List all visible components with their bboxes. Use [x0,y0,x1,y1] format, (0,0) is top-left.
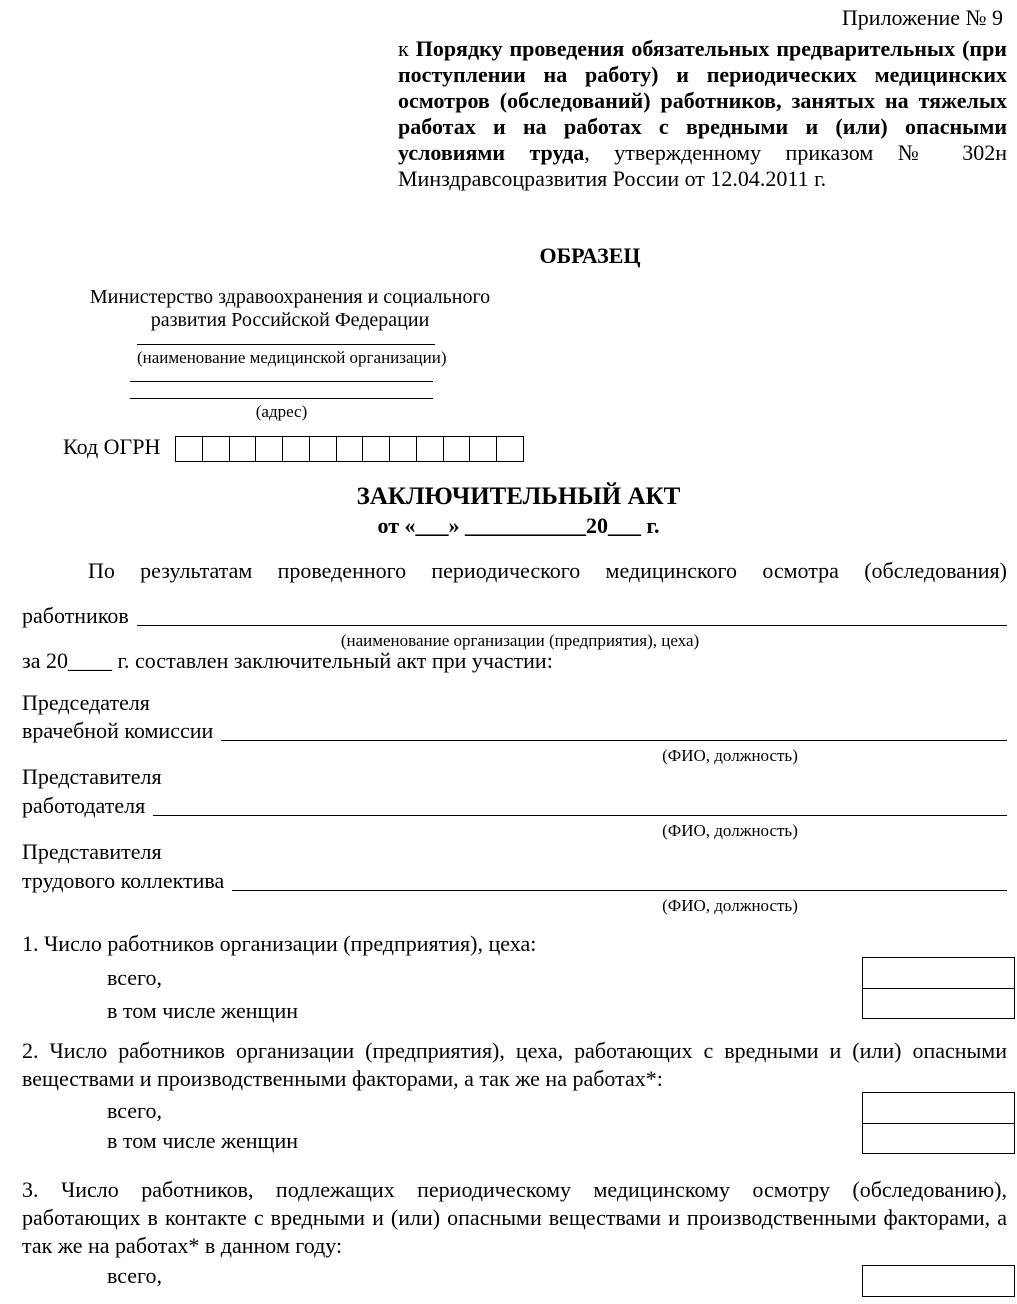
signer-collective-caption: (ФИО, должность) [662,896,798,915]
ogrn-cell[interactable] [389,437,416,461]
signer-chairman-label-1: Председателя [22,690,150,715]
ogrn-cell[interactable] [202,437,229,461]
item2-total-box[interactable] [863,1093,1014,1123]
act-title: ЗАКЛЮЧИТЕЛЬНЫЙ АКТ [356,483,681,510]
item1-total-box[interactable] [863,958,1014,988]
order-reference-bold: Порядку проведения обязательных предварительных (при поступлении на работу) и периодических медицинских осмотров (обследований) работников, занятых на тяжелых работах и на работах с вредными и (или) опасными условиями труда [398,36,1007,165]
workers-label: работников [22,603,129,628]
signer-employer-label-2: работодателя [22,793,146,818]
organization-caption: (наименование организации (предприятия), цеха) [340,631,700,650]
ogrn-cell[interactable] [229,437,256,461]
item1-row-women-label: в том числе женщин [107,998,298,1023]
signer-chairman-label-2: врачебной комиссии [22,718,214,743]
signer-collective-row [22,868,1007,894]
med-org-blank-line[interactable] [137,344,435,345]
signer-employer-row [22,793,1007,819]
ogrn-cell[interactable] [362,437,389,461]
order-reference-prefix: к [398,36,416,61]
ogrn-cell[interactable] [336,437,363,461]
item1-text: 1. Число работников организации (предприятия), цеха: [22,931,537,956]
ministry-line2: развития Российской Федерации [150,309,430,331]
ogrn-label: Код ОГРН [63,434,161,459]
signer-employer-label-1: Представителя [22,764,162,789]
ogrn-cell[interactable] [282,437,309,461]
signer-collective-label-1: Представителя [22,839,162,864]
ogrn-cell[interactable] [416,437,443,461]
signer-chairman-blank-line[interactable] [221,718,1007,741]
signer-chairman-row [22,718,1007,744]
item1-row-total-label: всего, [107,965,163,990]
signer-collective-blank-line[interactable] [232,868,1007,891]
ogrn-cell[interactable] [255,437,282,461]
ministry-line1: Министерство здравоохранения и социального [89,286,491,308]
signer-collective-label-2: трудового коллектива [22,868,225,893]
annex-number: Приложение № 9 [841,5,1003,30]
ministry-name [58,286,522,332]
address-blank-line-2[interactable] [130,398,433,399]
signer-employer-blank-line[interactable] [153,793,1007,816]
item3-count-boxes [862,1265,1015,1297]
item3-text: 3. Число работников, подлежащих периодическому медицинскому осмотру (обследованию), работающих в контакте с вредными и (или) опасными веществами и производственными факторами, а так же на работах* в данном году: [22,1177,1007,1258]
ogrn-cell[interactable] [443,437,470,461]
item1-women-box[interactable] [863,988,1014,1018]
item2-count-boxes [862,1092,1015,1154]
act-date-line[interactable]: от «___» ___________20___ г. [377,513,660,538]
ogrn-cell[interactable] [496,437,523,461]
med-org-caption: (наименование медицинской организации) [137,348,447,367]
ogrn-grid[interactable] [175,436,524,462]
order-reference-suffix: , утвержденному приказом № 302н Минздравсоцразвития России от 12.04.2011 г. [398,140,1007,191]
item3-total-box[interactable] [863,1266,1014,1296]
item1-count-boxes [862,957,1015,1019]
item2-women-box[interactable] [863,1123,1014,1153]
workers-blank-line[interactable] [137,603,1007,626]
item2-row-total-label: всего, [107,1098,163,1123]
signer-chairman-caption: (ФИО, должность) [662,746,798,765]
order-reference [398,36,1007,192]
ogrn-cell[interactable] [309,437,336,461]
item2-text: 2. Число работников организации (предприятия), цеха, работающих с вредными и (или) опасными веществами и производственными факторами, а так же на работах*: [22,1038,1007,1091]
signer-employer-caption: (ФИО, должность) [662,821,798,840]
item3-row-total-label: всего, [107,1263,163,1288]
sample-label: ОБРАЗЕЦ [539,243,641,268]
address-blank-line-1[interactable] [130,381,433,382]
item2-row-women-label: в том числе женщин [107,1128,298,1153]
intro-lead: По результатам проведенного периодического медицинского осмотра (обследования) [88,558,1007,583]
year-line: за 20____ г. составлен заключительный акт при участии: [22,648,553,673]
address-caption: (адрес) [255,402,308,421]
workers-row [22,603,1007,629]
ogrn-cell[interactable] [469,437,496,461]
ogrn-cell[interactable] [176,437,202,461]
